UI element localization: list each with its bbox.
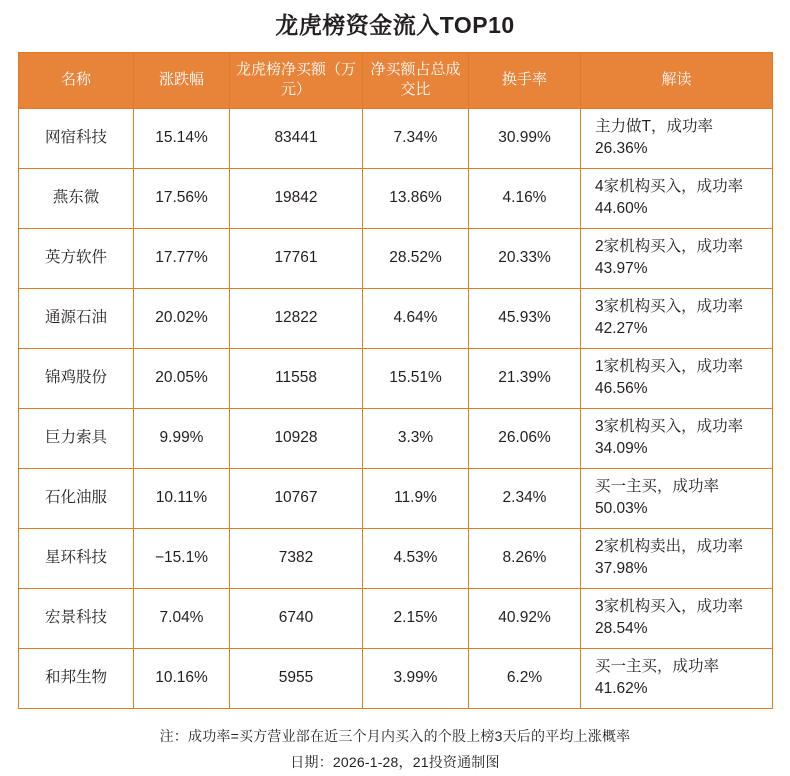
cell-change: 10.16%: [134, 648, 230, 708]
table-row: [19, 468, 773, 528]
cell-turnover: 40.92%: [469, 588, 581, 648]
cell-note: 1家机构买入，成功率46.56%: [581, 348, 773, 408]
cell-net-buy: 12822: [230, 288, 363, 348]
table-row: [19, 168, 773, 228]
footer-date: 日期：2026-1-28，21投资通制图: [290, 754, 500, 771]
cell-change: 9.99%: [134, 408, 230, 468]
cell-net-buy: 7382: [230, 528, 363, 588]
cell-note: 买一主买，成功率50.03%: [581, 468, 773, 528]
cell-net-ratio: 28.52%: [363, 228, 469, 288]
cell-note: 买一主买，成功率41.62%: [581, 648, 773, 708]
cell-change: 20.05%: [134, 348, 230, 408]
cell-note: 主力做T，成功率26.36%: [581, 108, 773, 168]
cell-stock-name: 燕东微: [19, 168, 134, 228]
column-header-change: 涨跌幅: [134, 52, 230, 108]
table-row: [19, 528, 773, 588]
cell-note: 3家机构买入，成功率28.54%: [581, 588, 773, 648]
column-header-note: 解读: [581, 52, 773, 108]
footer-note: 注：成功率=买方营业部在近三个月内买入的个股上榜3天后的平均上涨概率: [159, 727, 631, 744]
cell-note: 3家机构买入，成功率42.27%: [581, 288, 773, 348]
column-header-net-buy: 龙虎榜净买额（万元）: [230, 52, 363, 108]
cell-net-ratio: 4.53%: [363, 528, 469, 588]
cell-stock-name: 和邦生物: [19, 648, 134, 708]
cell-stock-name: 通源石油: [19, 288, 134, 348]
cell-net-buy: 10767: [230, 468, 363, 528]
lhb-table: [18, 52, 773, 709]
table-row: [19, 228, 773, 288]
cell-turnover: 4.16%: [469, 168, 581, 228]
cell-turnover: 45.93%: [469, 288, 581, 348]
column-header-name: 名称: [19, 52, 134, 108]
cell-turnover: 26.06%: [469, 408, 581, 468]
cell-net-buy: 5955: [230, 648, 363, 708]
cell-net-buy: 83441: [230, 108, 363, 168]
cell-stock-name: 网宿科技: [19, 108, 134, 168]
table-row: [19, 348, 773, 408]
cell-stock-name: 宏景科技: [19, 588, 134, 648]
cell-net-ratio: 2.15%: [363, 588, 469, 648]
cell-stock-name: 英方软件: [19, 228, 134, 288]
cell-stock-name: 石化油服: [19, 468, 134, 528]
cell-stock-name: 巨力索具: [19, 408, 134, 468]
cell-net-ratio: 3.3%: [363, 408, 469, 468]
cell-turnover: 30.99%: [469, 108, 581, 168]
table-row: [19, 288, 773, 348]
cell-net-ratio: 13.86%: [363, 168, 469, 228]
cell-note: 3家机构买入，成功率34.09%: [581, 408, 773, 468]
cell-net-buy: 19842: [230, 168, 363, 228]
cell-turnover: 20.33%: [469, 228, 581, 288]
cell-change: 15.14%: [134, 108, 230, 168]
cell-net-ratio: 4.64%: [363, 288, 469, 348]
table-row: [19, 648, 773, 708]
cell-change: 7.04%: [134, 588, 230, 648]
page-title: 龙虎榜资金流入TOP10: [275, 12, 515, 38]
cell-net-ratio: 15.51%: [363, 348, 469, 408]
cell-net-buy: 6740: [230, 588, 363, 648]
cell-net-ratio: 11.9%: [363, 468, 469, 528]
cell-note: 2家机构卖出，成功率37.98%: [581, 528, 773, 588]
cell-net-ratio: 7.34%: [363, 108, 469, 168]
cell-net-ratio: 3.99%: [363, 648, 469, 708]
cell-change: 17.56%: [134, 168, 230, 228]
cell-turnover: 21.39%: [469, 348, 581, 408]
cell-change: −15.1%: [134, 528, 230, 588]
cell-note: 4家机构买入，成功率44.60%: [581, 168, 773, 228]
cell-stock-name: 星环科技: [19, 528, 134, 588]
table-header-row: [19, 52, 773, 108]
cell-net-buy: 17761: [230, 228, 363, 288]
cell-change: 10.11%: [134, 468, 230, 528]
cell-turnover: 2.34%: [469, 468, 581, 528]
footer: [18, 723, 772, 776]
cell-change: 17.77%: [134, 228, 230, 288]
cell-net-buy: 11558: [230, 348, 363, 408]
table-row: [19, 108, 773, 168]
cell-net-buy: 10928: [230, 408, 363, 468]
column-header-net-ratio: 净买额占总成交比: [363, 52, 469, 108]
cell-stock-name: 锦鸡股份: [19, 348, 134, 408]
table-header: [19, 52, 773, 108]
table-row: [19, 588, 773, 648]
cell-turnover: 6.2%: [469, 648, 581, 708]
cell-note: 2家机构买入，成功率43.97%: [581, 228, 773, 288]
table-body: [19, 108, 773, 708]
table-row: [19, 408, 773, 468]
cell-turnover: 8.26%: [469, 528, 581, 588]
column-header-turnover: 换手率: [469, 52, 581, 108]
cell-change: 20.02%: [134, 288, 230, 348]
